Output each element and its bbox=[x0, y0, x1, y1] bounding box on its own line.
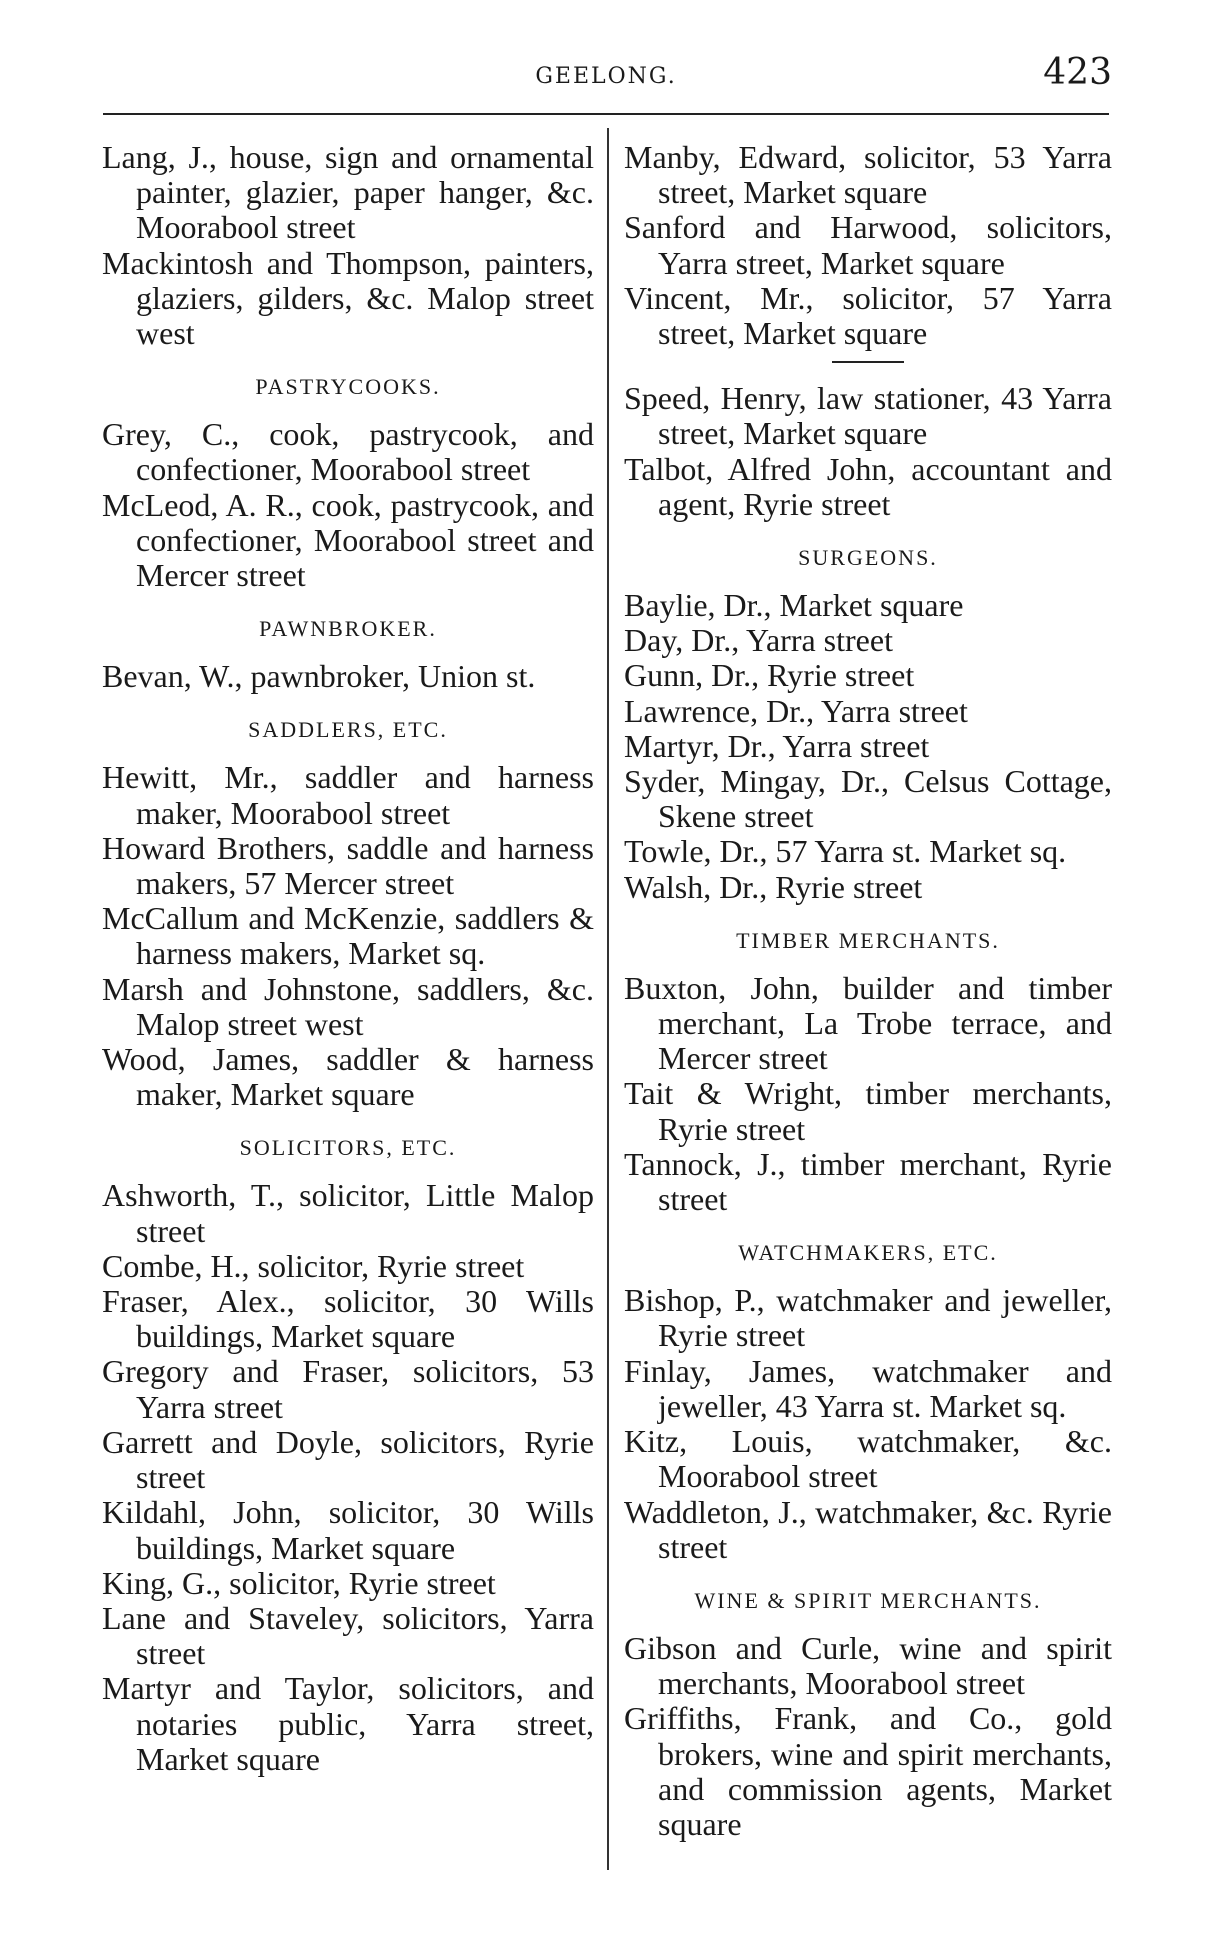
list-item: Fraser, Alex., solicitor, 30 Wills buildings, Market square bbox=[102, 1283, 594, 1355]
right-column bbox=[624, 140, 1112, 1842]
list-item: Ashworth, T., solicitor, Little Malop street bbox=[102, 1177, 594, 1249]
list-item: Griffiths, Frank, and Co., gold brokers, wine and spirit merchants, and commission agents, Market square bbox=[624, 1700, 1112, 1842]
list-item: Finlay, James, watchmaker and jeweller, 43 Yarra st. Market sq. bbox=[624, 1352, 1112, 1424]
section-heading-surgeons: SURGEONS. bbox=[798, 545, 938, 571]
list-item: Marsh and Johnstone, saddlers, &c. Malop street west bbox=[102, 970, 594, 1042]
list-item: Waddleton, J., watchmaker, &c. Ryrie street bbox=[624, 1493, 1112, 1565]
list-item: Day, Dr., Yarra street bbox=[624, 622, 893, 659]
left-column bbox=[102, 140, 594, 1777]
list-item: Sanford and Harwood, solicitors, Yarra street, Market square bbox=[624, 209, 1112, 281]
list-item: Towle, Dr., 57 Yarra st. Market sq. bbox=[624, 833, 1067, 870]
list-item: Lane and Staveley, solicitors, Yarra street bbox=[102, 1599, 594, 1672]
section-separator bbox=[832, 361, 904, 363]
list-item: Talbot, Alfred John, accountant and agent, Ryrie street bbox=[624, 450, 1112, 522]
section-heading-saddlers: SADDLERS, ETC. bbox=[248, 717, 448, 743]
list-item: McLeod, A. R., cook, pastrycook, and confectioner, Moorabool street and Mercer street bbox=[102, 486, 594, 594]
list-item: Tannock, J., timber merchant, Ryrie street bbox=[624, 1145, 1112, 1218]
list-item: Kildahl, John, solicitor, 30 Wills buildings, Market square bbox=[102, 1494, 594, 1566]
list-item: Walsh, Dr., Ryrie street bbox=[624, 868, 923, 905]
list-item: Combe, H., solicitor, Ryrie street bbox=[102, 1247, 525, 1284]
list-item: Bishop, P., watchmaker and jeweller, Ryrie street bbox=[624, 1282, 1112, 1354]
section-heading-pawnbroker: PAWNBROKER. bbox=[259, 616, 437, 642]
list-item: Lang, J., house, sign and ornamental painter, glazier, paper hanger, &c. Moorabool street bbox=[102, 139, 594, 246]
list-item: Gregory and Fraser, solicitors, 53 Yarra street bbox=[102, 1353, 594, 1425]
section-heading-watchmakers: WATCHMAKERS, ETC. bbox=[738, 1240, 998, 1266]
section-heading-wine: WINE & SPIRIT MERCHANTS. bbox=[694, 1587, 1042, 1613]
list-item: Howard Brothers, saddle and harness makers, 57 Mercer street bbox=[102, 829, 594, 902]
list-item: Kitz, Louis, watchmaker, &c. Moorabool street bbox=[624, 1423, 1112, 1495]
list-item: Baylie, Dr., Market square bbox=[624, 587, 964, 624]
list-item: Martyr and Taylor, solicitors, and notaries public, Yarra street, Market square bbox=[102, 1670, 594, 1777]
list-item: Vincent, Mr., solicitor, 57 Yarra street, Market square bbox=[624, 279, 1112, 352]
list-item: Gunn, Dr., Ryrie street bbox=[624, 657, 915, 694]
list-item: Tait & Wright, timber merchants, Ryrie street bbox=[624, 1075, 1112, 1147]
list-item: Manby, Edward, solicitor, 53 Yarra street, Market square bbox=[624, 139, 1112, 211]
list-item: Wood, James, saddler & harness maker, Market square bbox=[102, 1041, 594, 1113]
list-item: Lawrence, Dr., Yarra street bbox=[624, 692, 968, 729]
column-divider bbox=[607, 128, 609, 1870]
list-item: Mackintosh and Thompson, painters, glaziers, gilders, &c. Malop street west bbox=[102, 244, 594, 352]
list-item: Speed, Henry, law stationer, 43 Yarra street, Market square bbox=[624, 380, 1112, 452]
list-item: Syder, Mingay, Dr., Celsus Cottage, Skene street bbox=[624, 763, 1112, 835]
list-item: Grey, C., cook, pastrycook, and confectioner, Moorabool street bbox=[102, 416, 594, 488]
list-item: Hewitt, Mr., saddler and harness maker, Moorabool street bbox=[102, 759, 594, 831]
page-header bbox=[100, 52, 1112, 102]
list-item: Bevan, W., pawnbroker, Union st. bbox=[102, 658, 536, 695]
section-heading-solicitors: SOLICITORS, ETC. bbox=[239, 1135, 457, 1161]
list-item: McCallum and McKenzie, saddlers & harness makers, Market sq. bbox=[102, 900, 594, 972]
running-head: GEELONG. bbox=[535, 64, 677, 89]
header-rule bbox=[103, 113, 1109, 115]
list-item: Buxton, John, builder and timber merchant, La Trobe terrace, and Mercer street bbox=[624, 969, 1112, 1077]
list-item: Martyr, Dr., Yarra street bbox=[624, 727, 930, 764]
list-item: Gibson and Curle, wine and spirit merchants, Moorabool street bbox=[624, 1629, 1112, 1702]
list-item: King, G., solicitor, Ryrie street bbox=[102, 1564, 496, 1601]
section-heading-timber: TIMBER MERCHANTS. bbox=[736, 927, 1000, 953]
section-heading-pastrycooks: PASTRYCOOKS. bbox=[255, 374, 441, 400]
list-item: Garrett and Doyle, solicitors, Ryrie street bbox=[102, 1423, 594, 1496]
page-number: 423 bbox=[1043, 52, 1112, 93]
